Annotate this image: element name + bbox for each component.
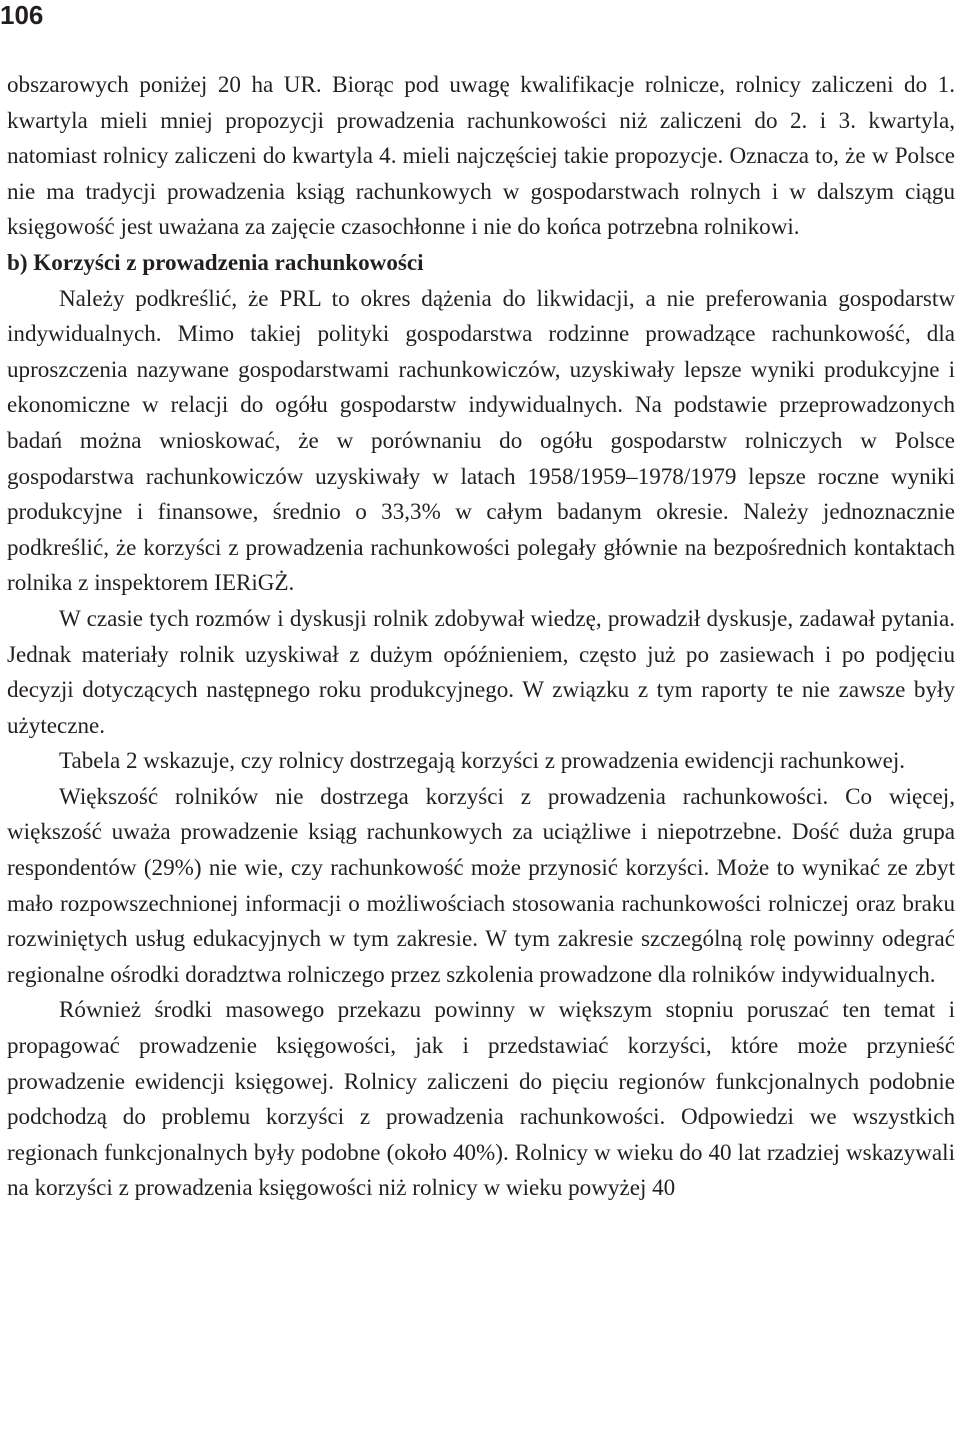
paragraph-intro: obszarowych poniżej 20 ha UR. Biorąc pod uwagę kwalifikacje rolnicze, rolnicy zaliczeni do 1. kwartyla mieli mniej propozycji prowadzenia rachunkowości niż zaliczeni do 2. i 3. kwartyla, natomiast rolnicy zaliczeni do kwartyla 4. mieli najczęściej takie propozycje. Oznacza to, że w Polsce nie ma tradycji prowadzenia ksiąg rachunkowych w gospodarstwach rolnych i w dalszym ciągu księgowość jest uważana za zajęcie czasochłonne i nie do końca potrzebna rolnikowi. <box>7 71 955 240</box>
paragraph-table-reference: Tabela 2 wskazuje, czy rolnicy dostrzegają korzyści z prowadzenia ewidencji rachunkowej. <box>59 747 906 774</box>
paragraph-mass-media: Również środki masowego przekazu powinny w większym stopniu poruszać ten temat i propagować prowadzenie księgowości, jak i przedstawiać korzyści, które może przynieść prowadzenie ewidencji księgowej. Rolnicy zaliczeni do pięciu regionów funkcjonalnych podobnie podchodzą do problemu korzyści z prowadzenia rachunkowości. Odpowiedzi we wszystkich regionach funkcjonalnych były podobne (około 40%). Rolnicy w wieku do 40 lat rzadziej wskazywali na korzyści z prowadzenia księgowości niż rolnicy w wieku powyżej 40 <box>7 996 955 1201</box>
paragraph-discussions: W czasie tych rozmów i dyskusji rolnik zdobywał wiedzę, prowadził dyskusje, zadawał pytania. Jednak materiały rolnik uzyskiwał z dużym opóźnieniem, często już po zasiewach i po podjęciu decyzji dotyczących następnego roku produkcyjnego. W związku z tym raporty te nie zawsze były użyteczne. <box>7 604 955 738</box>
page-number: 106 <box>0 0 44 30</box>
section-heading-benefits: b) Korzyści z prowadzenia rachunkowości <box>7 248 424 275</box>
paragraph-prl-benefits: Należy podkreślić, że PRL to okres dążenia do likwidacji, a nie preferowania gospodarstw indywidualnych. Mimo takiej polityki gospodarstwa rodzinne prowadzące rachunkowość, dla uproszczenia nazywane gospodarstwami rachunkowiczów, uzyskiwały lepsze wyniki produkcyjne i ekonomiczne w relacji do ogółu gospodarstw indywidualnych. Na podstawie przeprowadzonych badań można wnioskować, że w porównaniu do ogółu gospodarstw rolniczych w Polsce gospodarstwa rachunkowiczów uzyskiwały w latach 1958/1959–1978/1979 lepsze roczne wyniki produkcyjne i finansowe, średnio o 33,3% w całym badanym okresie. Należy jednoznacznie podkreślić, że korzyści z prowadzenia rachunkowości polegały głównie na bezpośrednich kontaktach rolnika z inspektorem IERiGŻ. <box>7 284 955 596</box>
paragraph-majority-view: Większość rolników nie dostrzega korzyści z prowadzenia rachunkowości. Co więcej, większość uważa prowadzenie ksiąg rachunkowych za uciążliwe i niepotrzebne. Dość duża grupa respondentów (29%) nie wie, czy rachunkowość może przynosić korzyści. Może to wynikać ze zbyt mało rozpowszechnionej informacji o możliwościach stosowania rachunkowości rolniczej oraz braku rozwiniętych usług edukacyjnych w tym zakresie. W tym zakresie szczególną rolę powinny odegrać regionalne ośrodki doradztwa rolniczego przez szkolenia prowadzone dla rolników indywidualnych. <box>7 782 955 987</box>
body-text <box>7 67 955 1206</box>
